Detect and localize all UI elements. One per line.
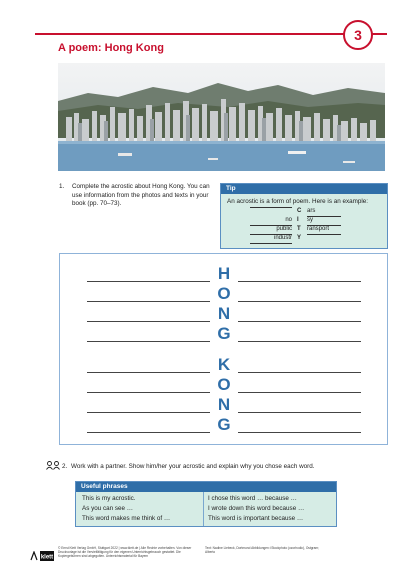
header-rule (35, 33, 387, 35)
footer-credits: Text: Nadine Liebeck, Dortmund Abbildungen: iStockphoto (ozorhodic), Ostgram; Alberto (205, 546, 319, 554)
phrase: I chose this word … because … (208, 495, 297, 502)
phrase: This word is important because … (208, 515, 304, 522)
acrostic-letter: K (217, 355, 231, 374)
acrostic-letter: G (217, 324, 231, 343)
useful-phrases-heading: Useful phrases (76, 482, 336, 492)
write-line-right[interactable] (238, 372, 361, 373)
klett-logo (30, 548, 54, 561)
tip-example-row: C ars (221, 207, 387, 216)
write-line-left[interactable] (87, 301, 210, 302)
column-divider (203, 492, 204, 526)
write-line-right[interactable] (238, 281, 361, 282)
footer-copyright: © Ernst Klett Verlag GmbH, Stuttgart 2022 | www.klett.de | Alle Rechte vorbehalten. Von dieser Druckvorlage ist die Vervielfältigung für den eigenen Unterrichtsgebrauch gestattet. Die Kopiergebühren sind abgegolten. Unterrichtsmaterial für Bayern (58, 546, 192, 558)
task-2-instructions: Work with a partner. Show him/her your acrostic and explain why you chose each word. (71, 463, 315, 470)
useful-phrases-box (75, 481, 337, 527)
hong-kong-skyline-photo (58, 63, 385, 171)
phrase: I wrote down this word because … (208, 505, 305, 512)
phrase: This word makes me think of … (82, 515, 171, 522)
task-2-number: 2. (62, 463, 68, 470)
page-number-badge: 3 (343, 20, 373, 50)
acrostic-letter: G (217, 415, 231, 434)
write-line-right[interactable] (238, 301, 361, 302)
acrostic-box (59, 253, 388, 445)
tip-box (220, 183, 388, 249)
task-1-instructions: Complete the acrostic about Hong Kong. You can use information from the photos and texts in your book (pp. 70–73). (72, 183, 210, 208)
write-line-left[interactable] (87, 321, 210, 322)
acrostic-letter: O (217, 284, 231, 303)
write-line-left[interactable] (87, 392, 210, 393)
acrostic-letter: N (217, 304, 231, 323)
write-line-left[interactable] (87, 412, 210, 413)
phrase: This is my acrostic. (82, 495, 136, 502)
write-line-right[interactable] (238, 392, 361, 393)
write-line-right[interactable] (238, 321, 361, 322)
pair-work-icon (46, 461, 60, 472)
tip-example-row: industr Y (221, 234, 387, 243)
tip-intro: An acrostic is a form of poem. Here is an example: (227, 198, 369, 205)
write-line-left[interactable] (87, 432, 210, 433)
svg-text:klett: klett (40, 554, 54, 561)
tip-example-row: public T ransport (221, 225, 387, 234)
tip-example-row: no I sy (221, 216, 387, 225)
write-line-right[interactable] (238, 341, 361, 342)
acrostic-letter: N (217, 395, 231, 414)
acrostic-letter: O (217, 375, 231, 394)
write-line-left[interactable] (87, 372, 210, 373)
write-line-right[interactable] (238, 432, 361, 433)
task-1-number: 1. (59, 183, 65, 190)
write-line-left[interactable] (87, 281, 210, 282)
page-title: A poem: Hong Kong (58, 42, 164, 54)
acrostic-letter: H (217, 264, 231, 283)
tip-heading: Tip (221, 184, 387, 194)
write-line-left[interactable] (87, 341, 210, 342)
phrase: As you can see … (82, 505, 134, 512)
write-line-right[interactable] (238, 412, 361, 413)
